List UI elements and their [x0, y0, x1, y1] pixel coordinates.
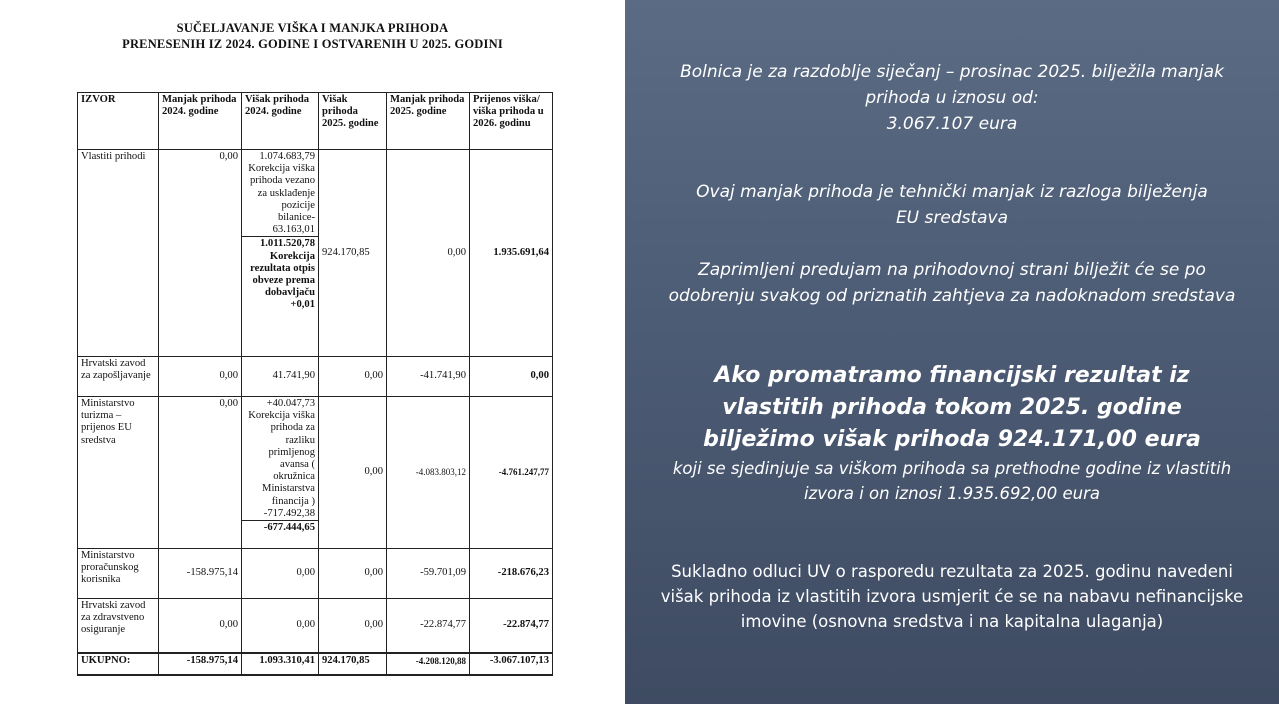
cell-manjak-2025: -22.874,77	[387, 599, 470, 653]
scanned-document-panel	[0, 0, 625, 704]
table-row	[78, 150, 553, 357]
summary-paragraph-3	[645, 257, 1259, 309]
table-row	[78, 397, 553, 549]
table-header-row	[78, 93, 553, 150]
total-prijenos: -3.067.107,13	[470, 653, 553, 675]
row-source: Ministarstvo proračunskog korisnika	[78, 549, 159, 599]
p4-highlight: Ako promatramo financijski rezultat iz vlastitih prihoda tokom 2025. godine bilježimo višak prihoda 924.171,00 eura	[703, 363, 1201, 452]
table-total-row	[78, 653, 553, 675]
row-source: Ministarstvo turizma – prijenos EU sredstva	[78, 397, 159, 549]
visak-value: 1.074.683,79	[259, 151, 315, 162]
cell-manjak-2025: -4.083.803,12	[387, 397, 470, 549]
cell-manjak-2024: -158.975,14	[159, 549, 242, 599]
cell-visak-2025: 0,00	[319, 549, 387, 599]
summary-paragraph-1	[645, 59, 1259, 137]
cell-visak-2025: 0,00	[319, 599, 387, 653]
cell-prijenos: 1.935.691,64	[470, 150, 553, 357]
cell-prijenos: -218.676,23	[470, 549, 553, 599]
total-visak-2024: 1.093.310,41	[242, 653, 319, 675]
cell-manjak-2025: 0,00	[387, 150, 470, 357]
row-source: Hrvatski zavod za zapošljavanje	[78, 357, 159, 397]
cell-prijenos: 0,00	[470, 357, 553, 397]
cell-manjak-2024: 0,00	[159, 599, 242, 653]
header-prijenos: Prijenos viška/ viška prihoda u 2026. godinu	[470, 93, 553, 150]
table-row	[78, 599, 553, 653]
p1-line1: Bolnica je za razdoblje siječanj – prosinac 2025. bilježila manjak	[680, 62, 1224, 82]
total-visak-2025: 924.170,85	[319, 653, 387, 675]
header-visak-2024: Višak prihoda 2024. godine	[242, 93, 319, 150]
summary-paragraph-4	[645, 360, 1259, 506]
cell-manjak-2025: -41.741,90	[387, 357, 470, 397]
cell-visak-2024	[242, 397, 319, 549]
header-manjak-2024: Manjak prihoda 2024. godine	[159, 93, 242, 150]
document-title-line1: SUČELJAVANJE VIŠKA I MANJKA PRIHODA	[176, 21, 449, 35]
total-manjak-2024: -158.975,14	[159, 653, 242, 675]
total-label: UKUPNO:	[78, 653, 159, 675]
visak-value: +40.047,73	[266, 398, 315, 409]
cell-prijenos: -4.761.247,77	[470, 397, 553, 549]
summary-panel	[625, 0, 1279, 704]
p1-line2: prihoda u iznosu od:	[865, 88, 1039, 108]
table-row	[78, 357, 553, 397]
summary-paragraph-2	[645, 179, 1259, 231]
visak-correction-note-2: Korekcija rezultata otpis obveze prema dobavljaču +0,01	[250, 250, 315, 311]
summary-paragraph-5	[645, 559, 1259, 634]
cell-manjak-2025: -59.701,09	[387, 549, 470, 599]
p4-rest: koji se sjedinjuje sa viškom prihoda sa prethodne godine iz vlastitih izvora i on iznosi 1.935.692,00 eura	[672, 459, 1232, 503]
p3-text: Zaprimljeni predujam na prihodovnoj strani bilježit će se po odobrenju svakog od priznatih zahtjeva za nadoknadom sredstava	[668, 260, 1236, 306]
p2-text: Ovaj manjak prihoda je tehnički manjak iz razloga bilježenja EU sredstava	[696, 182, 1208, 228]
cell-visak-2024	[242, 150, 319, 357]
cell-prijenos: -22.874,77	[470, 599, 553, 653]
row-source: Hrvatski zavod za zdravstveno osiguranje	[78, 599, 159, 653]
header-manjak-2025: Manjak prihoda 2025. godine	[387, 93, 470, 150]
table-row	[78, 549, 553, 599]
header-visak-2025: Višak prihoda 2025. godine	[319, 93, 387, 150]
visak-subtotal: 1.011.520,78	[242, 236, 318, 250]
cell-manjak-2024: 0,00	[159, 150, 242, 357]
cell-manjak-2024: 0,00	[159, 357, 242, 397]
cell-visak-2024: 0,00	[242, 549, 319, 599]
cell-visak-2024: 41.741,90	[242, 357, 319, 397]
cell-visak-2025: 924.170,85	[319, 150, 387, 357]
results-table	[77, 92, 553, 676]
row-source: Vlastiti prihodi	[78, 150, 159, 357]
visak-subtotal: -677.444,65	[242, 520, 318, 534]
p1-amount: 3.067.107 eura	[886, 114, 1018, 134]
visak-correction-note: Korekcija viška prihoda vezano za usklađenje pozicije bilanice- 63.163,01	[248, 163, 315, 236]
header-izvor: IZVOR	[78, 93, 159, 150]
cell-visak-2025: 0,00	[319, 397, 387, 549]
document-title-line2: PRENESENIH IZ 2024. GODINE I OSTVARENIH U 2025. GODINI	[122, 37, 503, 51]
cell-visak-2024: 0,00	[242, 599, 319, 653]
cell-manjak-2024: 0,00	[159, 397, 242, 549]
total-manjak-2025: -4.208.120,88	[387, 653, 470, 675]
visak-correction-note: Korekcija viška prihoda za razliku primljenog avansa ( okružnica Ministarstva financija ) -717.492,38	[248, 410, 315, 519]
p5-text: Sukladno odluci UV o rasporedu rezultata za 2025. godinu navedeni višak prihoda iz vlastitih izvora usmjerit će se na nabavu nefinancijske imovine (osnovna sredstva i na kapitalna ulaganja)	[660, 562, 1244, 631]
cell-visak-2025: 0,00	[319, 357, 387, 397]
